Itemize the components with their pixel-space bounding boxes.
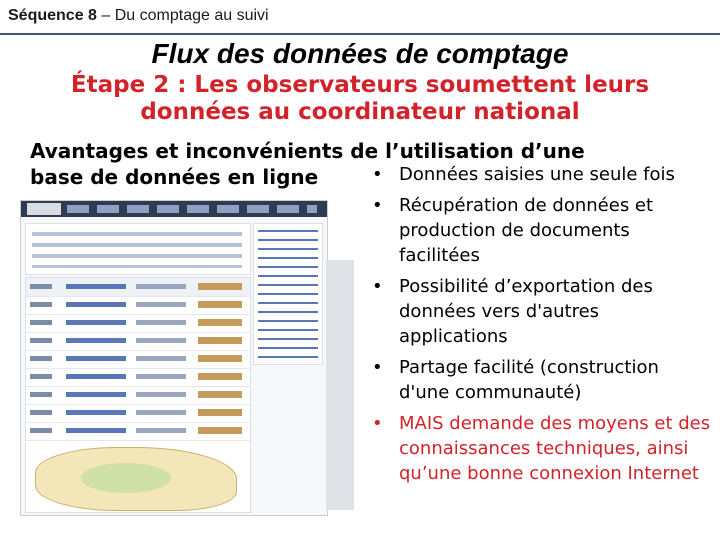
sequence-label: Séquence 8 [8, 7, 97, 24]
sequence-subject: Du comptage au suivi [114, 7, 269, 24]
screenshot-shadow [326, 260, 354, 510]
table-row [26, 296, 250, 315]
website-nav-bar [21, 201, 327, 217]
website-menu [67, 205, 317, 213]
bullet-item: • Données saisies une seule fois [368, 162, 713, 187]
bullet-list [368, 162, 713, 492]
table-row [26, 368, 250, 387]
section-heading: Avantages et inconvénients de l’utilisation d’une base de données en ligne [30, 139, 585, 189]
table-row [26, 350, 250, 369]
map-region [81, 463, 171, 493]
bullet-item: • Partage facilité (construction d'une communauté) [368, 355, 713, 405]
bullet-item: • Possibilité d’exportation des données vers d'autres applications [368, 274, 713, 349]
header-divider [0, 33, 720, 35]
table-row [26, 386, 250, 405]
table-row [26, 404, 250, 423]
table-row [26, 314, 250, 333]
website-logo [27, 203, 61, 215]
sidebar-links [253, 223, 323, 365]
table-row [26, 278, 250, 297]
bullet-item-warning: • MAIS demande des moyens et des connaissances techniques, ainsi qu’une bonne connexion Internet [368, 411, 713, 486]
slide-subtitle: Étape 2 : Les observateurs soumettent leurs données au coordinateur national [70, 72, 650, 125]
header-separator: – [96, 7, 115, 24]
search-form [25, 223, 251, 275]
header-text [8, 7, 269, 25]
table-row [26, 422, 250, 441]
bullet-item: • Récupération de données et production de documents facilitées [368, 193, 713, 268]
slide-title: Flux des données de comptage [151, 38, 569, 69]
slide-header [0, 0, 720, 32]
database-website-screenshot [20, 200, 328, 516]
table-row [26, 332, 250, 351]
